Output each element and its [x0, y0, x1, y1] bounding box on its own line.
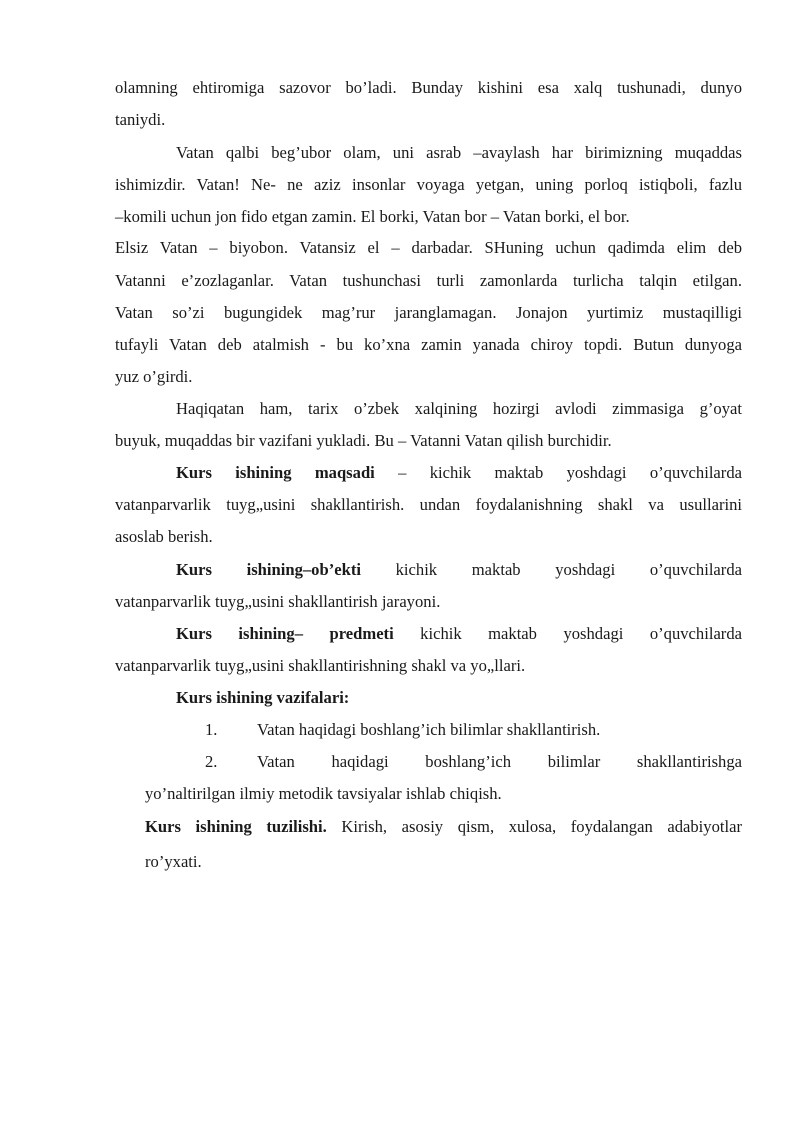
predmet-heading: Kurs ishining– predmeti: [176, 624, 394, 643]
text-line: yuz o’girdi.: [115, 367, 193, 386]
text-line: Haqiqatan ham, tarix o’zbek xalqining hozirgi avlodi zimmasiga g’oyat: [176, 399, 742, 418]
text-line: Elsiz Vatan – biyobon. Vatansiz el – darbadar. SHuning uchun qadimda elim deb: [115, 238, 742, 257]
tuzilishi-line: [145, 817, 742, 837]
maqsad-text: – kichik maktab yoshdagi o’quvchilarda: [374, 463, 742, 482]
vazifalar-heading-text: Kurs ishining vazifalari:: [176, 688, 350, 707]
text-line: ishimizdir. Vatan! Ne- ne aziz insonlar voyaga yetgan, uning porloq istiqboli, fazlu: [115, 175, 742, 194]
text-line: vatanparvarlik tuyg„usini shakllantirish jarayoni.: [115, 592, 441, 611]
text-line: tufayli Vatan deb atalmish - bu ko’xna zamin yanada chiroy topdi. Butun dunyoga: [115, 335, 742, 354]
list-number: 1.: [205, 720, 218, 739]
text-line: –komili uchun jon fido etgan zamin. El borki, Vatan bor – Vatan borki, el bor.: [115, 207, 630, 226]
text-line: Vatanni e’zozlaganlar. Vatan tushunchasi turli zamonlarda turlicha talqin etilgan.: [115, 271, 742, 290]
obekt-heading: Kurs ishining–ob’ekti: [176, 560, 361, 579]
text-line: yo’naltirilgan ilmiy metodik tavsiyalar ishlab chiqish.: [145, 784, 502, 803]
obekt-text: kichik maktab yoshdagi o’quvchilarda: [360, 560, 742, 579]
text-line: vatanparvarlik tuyg„usini shakllantirish. undan foydalanishning shakl va usullarini: [115, 495, 742, 514]
text-line: taniydi.: [115, 110, 166, 129]
text-line: buyuk, muqaddas bir vazifani yukladi. Bu – Vatanni Vatan qilish burchidir.: [115, 431, 612, 450]
maqsad-line: [176, 463, 742, 483]
list-item: [205, 720, 742, 740]
text-line: asoslab berish.: [115, 527, 213, 546]
list-text: Vatan haqidagi boshlang’ich bilimlar shakllantirish.: [257, 720, 601, 739]
maqsad-heading: Kurs ishining maqsadi: [176, 463, 375, 482]
text-line: vatanparvarlik tuyg„usini shakllantirishning shakl va yo„llari.: [115, 656, 526, 675]
predmet-line: [176, 624, 742, 644]
tuzilishi-text: Kirish, asosiy qism, xulosa, foydalangan adabiyotlar: [326, 817, 742, 836]
vazifalar-heading: [176, 688, 742, 708]
list-item: [205, 752, 742, 772]
tuzilishi-heading: Kurs ishining tuzilishi.: [145, 817, 327, 836]
predmet-text: kichik maktab yoshdagi o’quvchilarda: [393, 624, 742, 643]
obekt-line: [176, 560, 742, 580]
text-line: ro’yxati.: [145, 852, 202, 871]
list-text: Vatan haqidagi boshlang’ich bilimlar shakllantirishga: [257, 752, 742, 771]
text-line: Vatan qalbi beg’ubor olam, uni asrab –avaylash har birimizning muqaddas: [176, 143, 742, 162]
text-line: olamning ehtiromiga sazovor bo’ladi. Bunday kishini esa xalq tushunadi, dunyo: [115, 78, 742, 97]
list-number: 2.: [205, 752, 218, 771]
text-line: Vatan so’zi bugungidek mag’rur jaranglamagan. Jonajon yurtimiz mustaqilligi: [115, 303, 742, 322]
